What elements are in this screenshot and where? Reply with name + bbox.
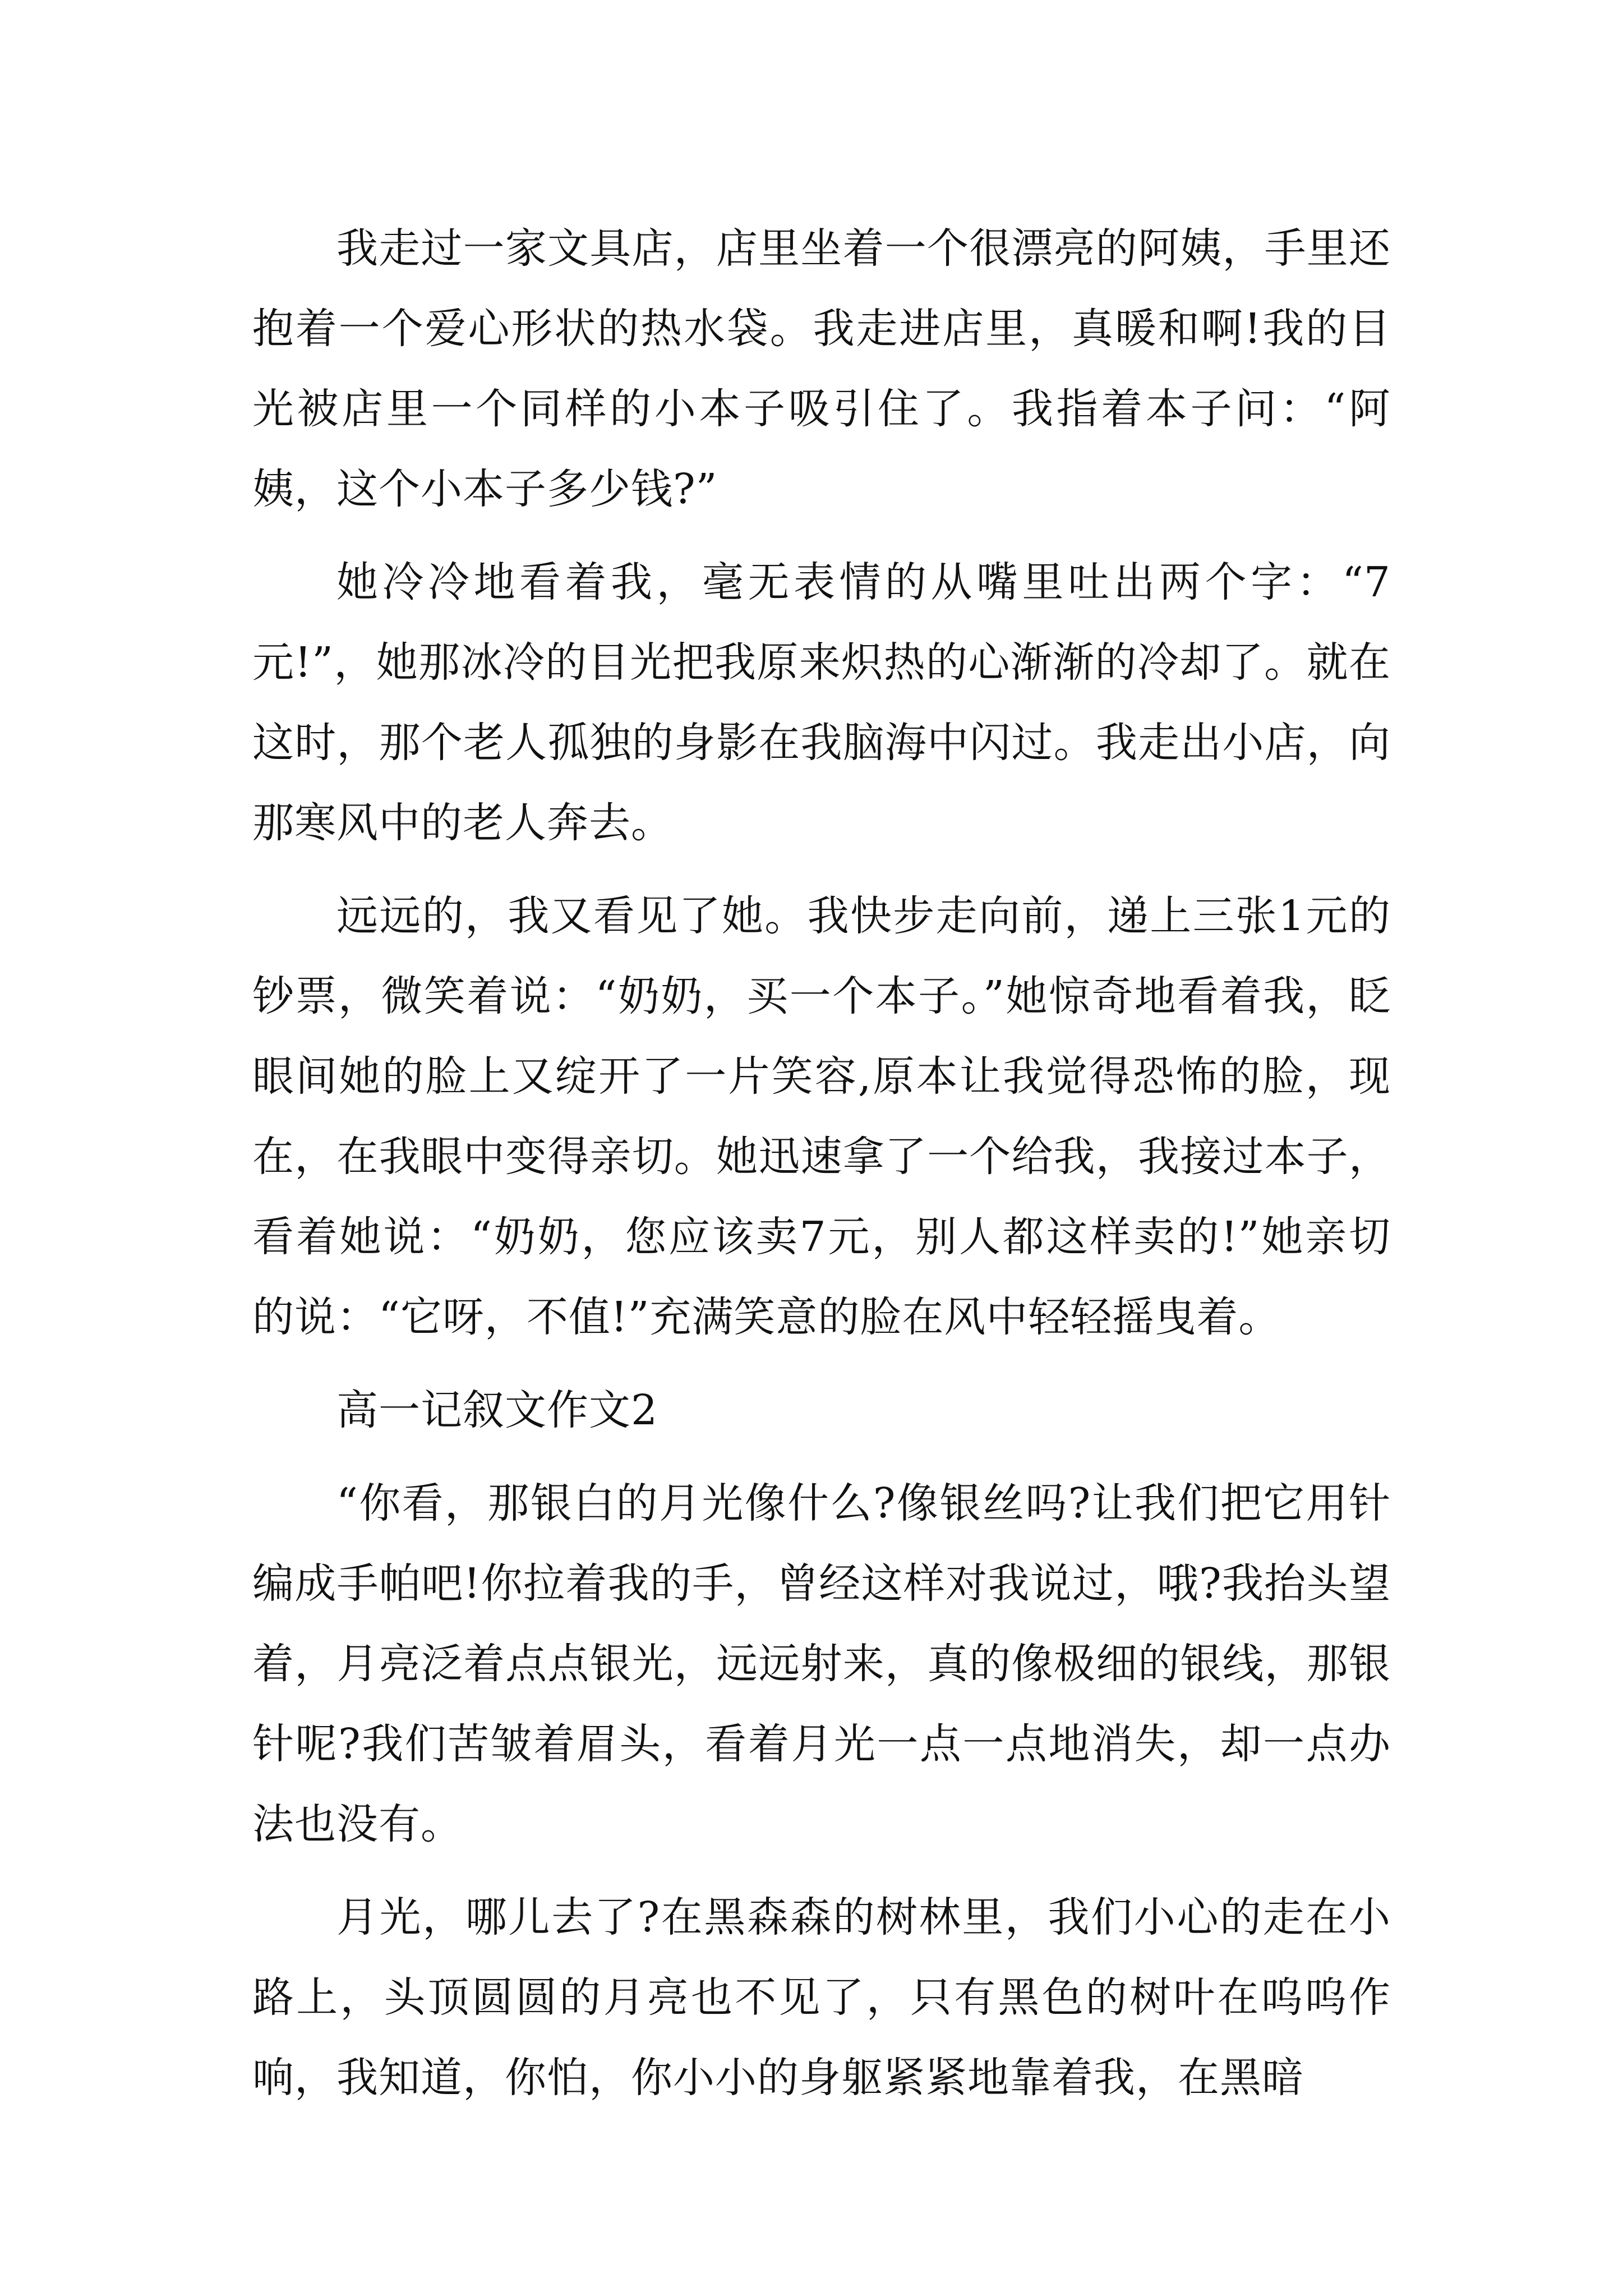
paragraph-1: 我走过一家文具店，店里坐着一个很漂亮的阿姨，手里还抱着一个爱心形状的热水袋。我走进店里，真暖和啊!我的目光被店里一个同样的小本子吸引住了。我指着本子问：“阿姨，这个小本子多少钱?” bbox=[252, 224, 1391, 513]
paragraph-4: “你看，那银白的月光像什么?像银丝吗?让我们把它用针编成手帕吧!你拉着我的手，曾经这样对我说过，哦?我抬头望着，月亮泛着点点银光，远远射来，真的像极细的银线，那银针呢?我们苦皱着眉头，看着月光一点一点地消失，却一点办法也没有。 bbox=[252, 1479, 1391, 1848]
paragraph-5: 月光，哪儿去了?在黑森森的树林里，我们小心的走在小路上，头顶圆圆的月亮也不见了，只有黑色的树叶在呜呜作响，我知道，你怕，你小小的身躯紧紧地靠着我，在黑暗 bbox=[252, 1893, 1391, 2102]
paragraph-3: 远远的，我又看见了她。我快步走向前，递上三张1元的钞票，微笑着说：“奶奶，买一个本子。”她惊奇地看着我，眨眼间她的脸上又绽开了一片笑容,原本让我觉得恐怖的脸，现在，在我眼中变得亲切。她迅速拿了一个给我，我接过本子，看着她说：“奶奶，您应该卖7元，别人都这样卖的!”她亲切的说：“它呀，不值!”充满笑意的脸在风中轻轻摇曳着。 bbox=[252, 892, 1391, 1341]
paragraph-2: 她冷冷地看着我，毫无表情的从嘴里吐出两个字：“7元!”，她那冰冷的目光把我原来炽热的心渐渐的冷却了。就在这时，那个老人孤独的身影在我脑海中闪过。我走出小店，向那寒风中的老人奔去。 bbox=[252, 558, 1391, 847]
document-body bbox=[252, 209, 1391, 2131]
section-title: 高一记叙文作文2 bbox=[336, 1386, 658, 1434]
